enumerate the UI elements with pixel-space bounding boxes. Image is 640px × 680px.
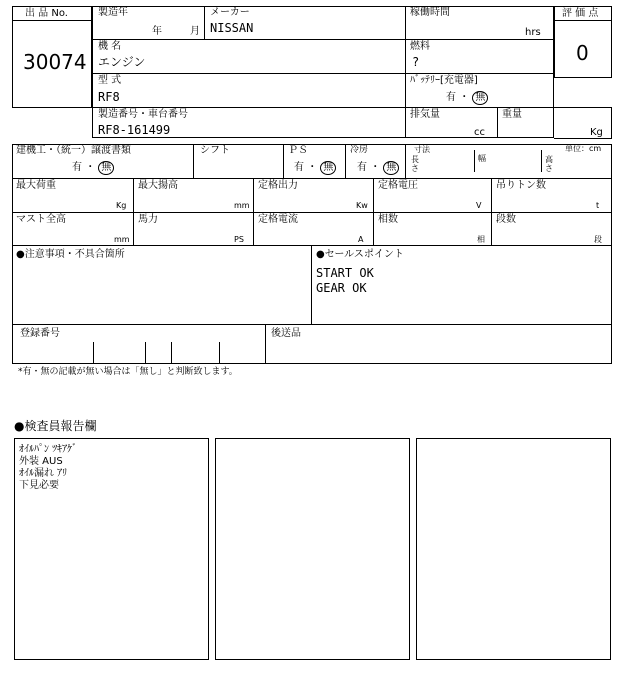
registration-label: 登録番号 (20, 328, 60, 339)
lot-number-value: 30074 (23, 50, 87, 74)
score-label: 評 価 点 (562, 8, 599, 19)
inspector-notes (19, 444, 77, 492)
rated-output-unit: Kw (356, 201, 368, 210)
phase-unit: 相 (477, 235, 485, 244)
rated-voltage-unit: V (476, 201, 482, 210)
cooling-label: 冷房 (350, 145, 369, 155)
cert-label: 建機工・（統一）譲渡書類 (16, 145, 131, 156)
inspector-line: ｵｲﾙﾊﾟﾝ ﾂｷｱｹﾞ (19, 444, 78, 455)
weight-unit: Kg (590, 127, 603, 138)
shift-label: シフト (200, 145, 230, 156)
battery-no-circled: 無 (472, 91, 488, 105)
year-unit: 年 (152, 26, 162, 37)
caution-label: ●注意事項・不具合箇所 (16, 249, 125, 260)
maker-value: NISSAN (210, 21, 254, 35)
displacement-label: 排気量 (410, 109, 440, 120)
dimensions-label: 寸法 (414, 145, 430, 154)
lifting-ton-unit: t (596, 201, 600, 210)
rated-current-label: 定格電流 (258, 214, 298, 225)
stages-label: 段数 (496, 214, 516, 225)
cooling-yes: 有 (357, 162, 367, 173)
phase-label: 相数 (378, 214, 398, 225)
serial-label: 製造番号・車台番号 (98, 109, 188, 120)
maker-label: メーカー (210, 7, 250, 18)
lot-number-label: 出 品 No. (25, 8, 68, 19)
model-value: RF8 (98, 90, 120, 104)
machine-name-value: エンジン (98, 55, 146, 69)
width-label: 幅 (478, 154, 486, 163)
height-label: 高さ (545, 155, 553, 173)
mast-height-label: マスト全高 (16, 214, 66, 225)
ps-options (294, 161, 336, 175)
inspector-line: 下見必要 (19, 480, 59, 491)
ps-separator: ・ (307, 162, 318, 173)
serial-value: RF8-161499 (98, 123, 171, 137)
fuel-label: 燃料 (410, 41, 430, 52)
max-load-unit: Kg (116, 201, 127, 210)
inspector-line: ｵｲﾙ漏れ ｱﾘ (19, 468, 68, 479)
max-lift-unit: mm (234, 201, 250, 210)
battery-separator: ・ (459, 92, 470, 103)
ps-label: ＰＳ (288, 145, 308, 156)
cooling-no-circled: 無 (383, 161, 399, 175)
max-load-label: 最大荷重 (16, 180, 56, 191)
ps-no-circled: 無 (320, 161, 336, 175)
hours-label: 稼働時間 (410, 7, 450, 18)
battery-label: ﾊﾞｯﾃﾘｰ[充電器] (410, 75, 478, 86)
battery-yes: 有 (446, 92, 456, 103)
stages-unit: 段 (594, 235, 602, 244)
rated-output-label: 定格出力 (258, 180, 298, 191)
fuel-value: ? (412, 55, 420, 69)
hours-unit: hrs (525, 27, 541, 38)
inspector-box-3 (416, 438, 611, 660)
lifting-ton-label: 吊りトン数 (496, 180, 546, 191)
length-label: 長さ (411, 155, 419, 173)
score-value: 0 (576, 41, 589, 65)
inspector-line: 外装 AUS (19, 456, 63, 467)
horsepower-unit: PS (234, 235, 244, 244)
cert-options (72, 161, 114, 175)
specs-grid (12, 144, 612, 246)
sales-point-line: START OK (316, 266, 374, 280)
weight-label: 重量 (502, 109, 522, 120)
machine-name-label: 機 名 (98, 41, 122, 52)
year-label: 製造年 (98, 7, 128, 18)
ps-yes: 有 (294, 162, 304, 173)
rated-current-unit: A (358, 235, 364, 244)
cert-separator: ・ (85, 162, 96, 173)
max-lift-label: 最大揚高 (138, 180, 178, 191)
inspector-box-2 (215, 438, 410, 660)
notes-grid (12, 246, 612, 364)
model-label: 型 式 (98, 75, 122, 86)
sales-point-lines (316, 266, 374, 296)
sales-point-label: ●セールスポイント (316, 249, 404, 260)
cooling-separator: ・ (370, 162, 381, 173)
cooling-options (357, 161, 399, 175)
battery-options (446, 91, 488, 105)
shipping-label: 後送品 (271, 328, 301, 339)
cert-no-circled: 無 (98, 161, 114, 175)
displacement-unit: cc (474, 127, 485, 138)
dimensions-unit: 単位：cm (565, 144, 602, 153)
mast-height-unit: mm (114, 235, 130, 244)
cert-yes: 有 (72, 162, 82, 173)
sales-point-line: GEAR OK (316, 281, 367, 295)
horsepower-label: 馬力 (138, 214, 158, 225)
rated-voltage-label: 定格電圧 (378, 180, 418, 191)
footnote: *有・無の記載が無い場合は「無し」と判断致します。 (18, 367, 238, 377)
inspector-title: ●検査員報告欄 (14, 419, 97, 433)
month-unit: 月 (190, 26, 200, 37)
